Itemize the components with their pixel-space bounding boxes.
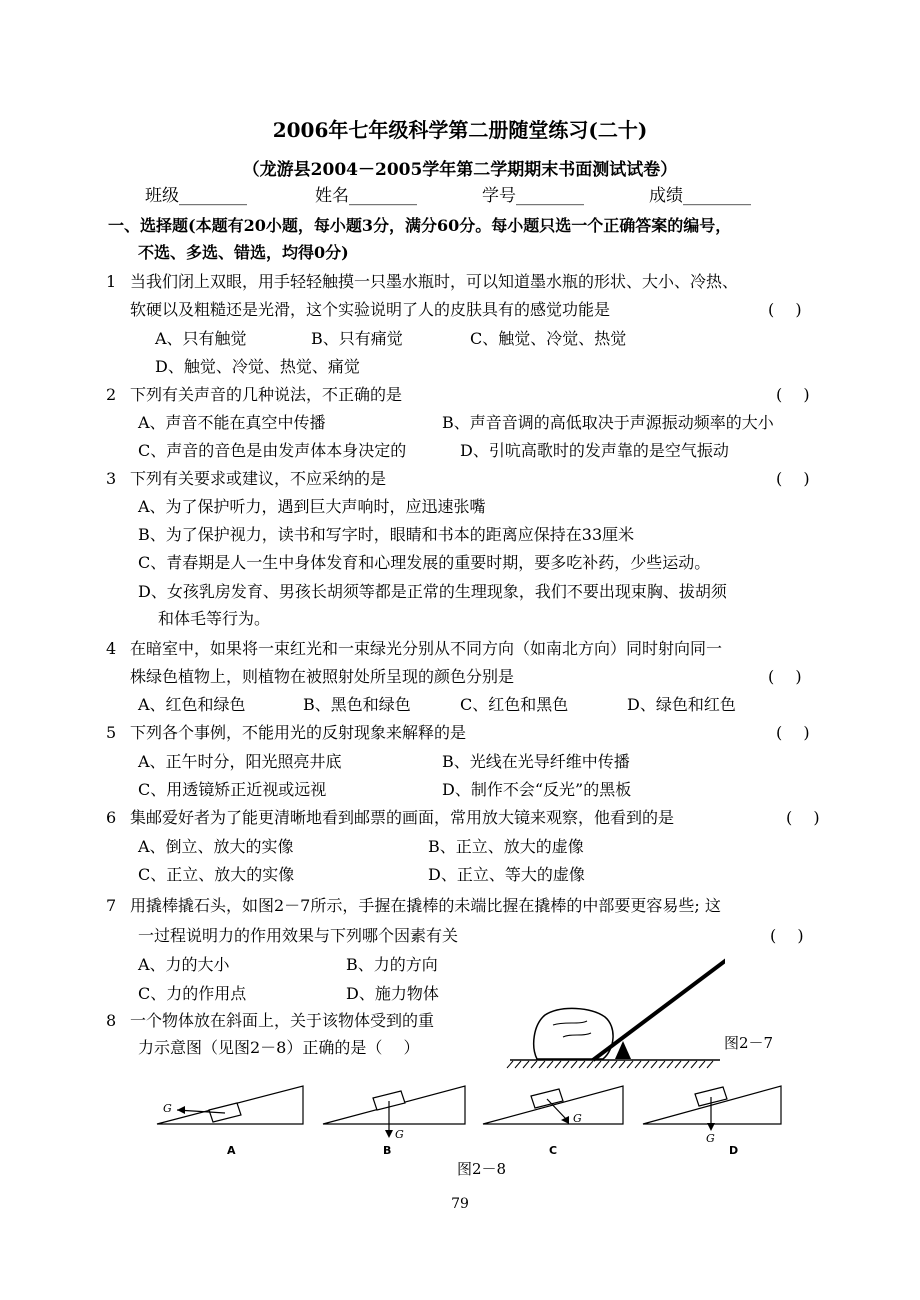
option-d-diagram [643,1086,781,1157]
option-d: D、女孩乳房发育、男孩长胡须等都是正常的生理现象，我们不要出现束胸、拔胡须 [138,582,727,601]
question-text: 用撬棒撬石头，如图2－7所示，手握在撬棒的未端比握在撬棒的中部要更容易些; 这 [130,896,721,915]
question-number: 3 [106,469,117,488]
option-label: B [383,1144,392,1157]
option-a: A、为了保护听力，遇到巨大声响时，应迅速张嘴 [138,497,486,516]
option-c: C、青春期是人一生中身体发育和心理发展的重要时期，要多吃补药，少些运动。 [138,553,711,572]
option-b: B、为了保护视力，读书和写字时，眼睛和书本的距离应保持在33厘米 [138,525,635,544]
question-number: 6 [106,808,117,827]
answer-blank: ( ) [768,300,802,319]
option-c: C、力的作用点 [138,984,247,1003]
option-label: A [227,1144,236,1157]
answer-blank: ( ) [770,926,804,945]
option-b-diagram [323,1086,465,1157]
section-heading-cont: 不选、多选、错选，均得0分) [138,243,349,262]
lever-figure [505,955,725,1070]
gravity-label: G [163,1102,172,1115]
option-a: A、力的大小 [138,955,230,974]
option-a: A、红色和绿色 [138,695,246,714]
option-a: A、正午时分，阳光照亮井底 [138,752,342,771]
class-field: 班级________ [145,186,247,206]
option-b: B、正立、放大的虚像 [428,837,584,856]
option-d: D、制作不会“反光”的黑板 [442,780,632,799]
page-subtitle: （龙游县2004－2005学年第二学期期末书面测试试卷） [242,160,678,180]
option-b: B、黑色和绿色 [303,695,411,714]
page-title: 2006年七年级科学第二册随堂练习(二十) [272,118,648,142]
answer-blank: ( ) [776,385,810,404]
question-number: 4 [106,639,117,658]
option-label: D [729,1144,739,1157]
question-text: 下列有关声音的几种说法，不正确的是 [130,385,403,404]
option-d-cont: 和体毛等行为。 [158,609,271,628]
option-d: D、正立、等大的虚像 [428,865,585,884]
answer-blank: ( ) [768,667,802,686]
question-text: 在暗室中，如果将一束红光和一束绿光分别从不同方向（如南北方向）同时射向同一 [130,639,723,658]
page-number: 79 [451,1196,469,1212]
figure-2-7-caption: 图2－7 [724,1034,774,1052]
option-b: B、力的方向 [346,955,438,974]
gravity-label: G [706,1132,715,1145]
question-text: 集邮爱好者为了能更清晰地看到邮票的画面，常用放大镜来观察，他看到的是 [130,808,675,827]
option-c: C、红色和黑色 [460,695,569,714]
option-c: C、声音的音色是由发声体本身决定的 [138,441,407,460]
option-b: B、光线在光导纤维中传播 [442,752,630,771]
student-no-field: 学号________ [482,186,584,206]
option-label: C [549,1144,558,1157]
answer-blank: ( ) [786,808,820,827]
question-text: 下列各个事例，不能用光的反射现象来解释的是 [130,723,467,742]
ground-hatch [507,1061,713,1068]
option-d: D、绿色和红色 [627,695,736,714]
option-d: D、施力物体 [346,984,439,1003]
option-d: D、触觉、冷觉、热觉、痛觉 [155,357,360,376]
question-number: 5 [106,723,117,742]
question-text: 力示意图（见图2－8）正确的是（ ） [138,1038,420,1057]
option-b: B、只有痛觉 [311,329,403,348]
option-c: C、触觉、冷觉、热觉 [470,329,627,348]
score-field: 成绩________ [649,186,751,206]
option-a: A、声音不能在真空中传播 [138,413,326,432]
option-a: A、倒立、放大的实像 [138,837,294,856]
figure-2-8-caption: 图2－8 [457,1160,507,1178]
answer-blank: ( ) [776,723,810,742]
question-text: 株绿色植物上，则植物在被照射处所呈现的颜色分别是 [130,667,515,686]
lever-bar [593,955,725,1060]
question-text: 当我们闭上双眼，用手轻轻触摸一只墨水瓶时，可以知道墨水瓶的形状、大小、冷热、 [130,272,739,291]
section-heading: 一、选择题(本题有20小题，每小题3分，满分60分。每小题只选一个正确答案的编号， [108,216,732,235]
option-b: B、声音音调的高低取决于声源振动频率的大小 [442,413,774,432]
question-text: 一个物体放在斜面上，关于该物体受到的重 [130,1011,435,1030]
question-number: 8 [106,1011,117,1030]
question-number: 2 [106,385,117,404]
gravity-label: G [573,1112,582,1125]
option-c: C、用透镜矫正近视或远视 [138,780,327,799]
gravity-label: G [395,1128,404,1141]
option-a-diagram [157,1086,303,1157]
answer-blank: ( ) [776,469,810,488]
question-text: 一过程说明力的作用效果与下列哪个因素有关 [138,926,459,945]
name-field: 姓名________ [315,186,417,206]
option-a: A、只有触觉 [155,329,247,348]
question-text: 下列有关要求或建议，不应采纳的是 [130,469,387,488]
question-number: 1 [106,272,117,291]
option-c: C、正立、放大的实像 [138,865,295,884]
incline-options-figure [155,1078,795,1160]
option-d: D、引吭高歌时的发声靠的是空气振动 [460,441,729,460]
question-text: 软硬以及粗糙还是光滑，这个实验说明了人的皮肤具有的感觉功能是 [130,300,611,319]
question-number: 7 [106,896,117,915]
option-c-diagram [483,1086,623,1157]
